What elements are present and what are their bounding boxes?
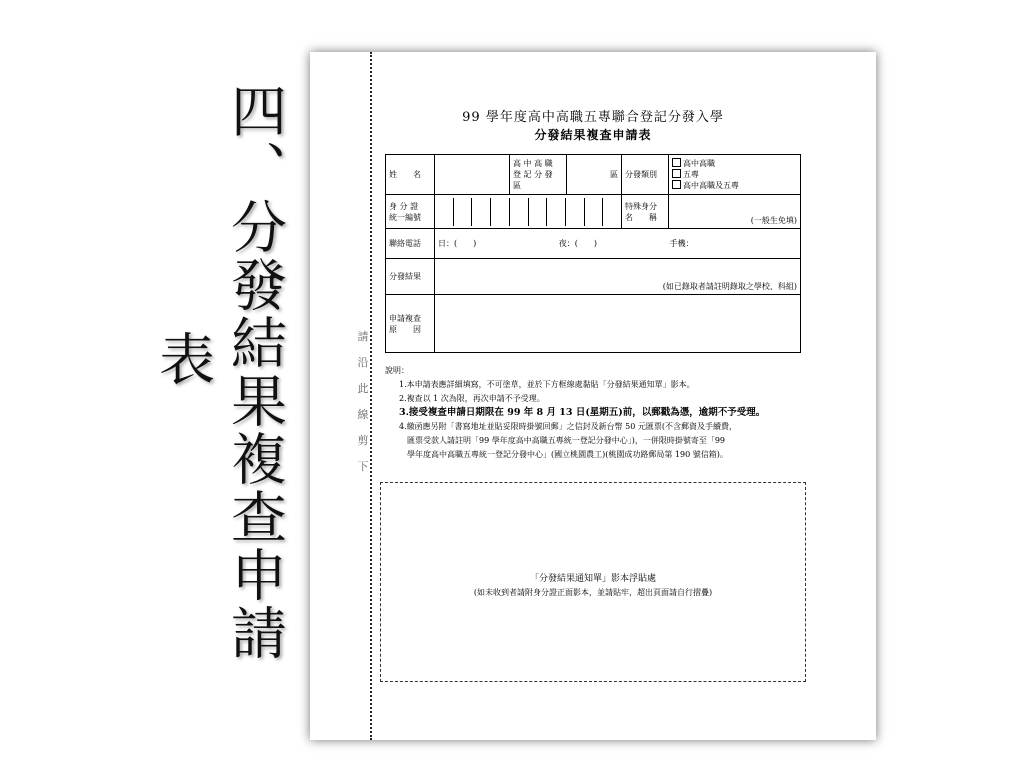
cut-char: 請 [357, 330, 369, 343]
category-options [669, 155, 801, 195]
category-option: 高中高職及五專 [683, 181, 739, 190]
note-item: 3.接受複查申請日期限在 99 年 8 月 13 日(星期五)前，以郵戳為憑，逾期不予受理。 [399, 407, 766, 418]
cut-char: 沿 [357, 356, 369, 369]
phone-fields [435, 229, 801, 259]
form-header-line1: 99 學年度高中高職五專聯合登記分發入學 [462, 110, 724, 125]
slide-title-line2: 表 [150, 330, 215, 388]
name-field [435, 155, 510, 195]
form-header-line2: 分發結果複查申請表 [534, 128, 652, 142]
checkbox-icon [672, 158, 681, 167]
note-item: 2.複查以 1 次為限，再次申請不予受理。 [399, 394, 545, 403]
reason-field [435, 295, 801, 353]
slide-title-line1: 四、分發結果複查申請 [222, 82, 287, 662]
note-item: 4.繳函應另附「書寫地址並貼妥限時掛號回郵」之信封及新台幣 50 元匯票(不含郵資及手續費， [399, 422, 738, 431]
region-field: 區 [567, 155, 622, 195]
result-label: 分發結果 [386, 259, 435, 295]
paste-note: (如未收到者請附身分證正面影本，並請貼牢，超出頁面請自行摺疊) [473, 588, 713, 597]
checkbox-icon [672, 169, 681, 178]
instructions [385, 364, 815, 462]
id-number-boxes [435, 195, 622, 229]
category-option: 高中高職 [683, 159, 715, 168]
note-item: 學年度高中高職五專統一登記分發中心」(國立桃園農工)(桃園成功路郵局第 190 號信箱)。 [407, 450, 728, 459]
paste-title: 「分發結果通知單」影本浮貼處 [529, 574, 656, 584]
phone-night: 夜：( ) [558, 239, 598, 248]
cut-instruction [356, 324, 370, 480]
cut-char: 此 [357, 382, 369, 395]
phone-mobile: 手機： [669, 239, 694, 248]
name-label: 姓 名 [386, 155, 435, 195]
cut-line [370, 52, 372, 740]
region-label: 高 中 高 職 登 記 分 發 區 [510, 155, 567, 195]
paste-area [380, 482, 806, 682]
category-label: 分發類別 [622, 155, 669, 195]
notes-title: 說明： [385, 366, 409, 375]
special-identity-note: (一般生免填) [669, 195, 801, 229]
category-option: 五專 [683, 170, 699, 179]
id-label: 身 分 證 統一編號 [386, 195, 435, 229]
result-note: (如已錄取者請註明錄取之學校、科組) [435, 259, 801, 295]
application-table [385, 154, 801, 353]
note-item: 1.本申請表應詳細填寫，不可塗草，並於下方框線處黏貼「分發結果通知單」影本。 [399, 380, 695, 389]
cut-char: 下 [357, 460, 369, 473]
phone-label: 聯絡電話 [386, 229, 435, 259]
checkbox-icon [672, 180, 681, 189]
note-item: 匯票受款人請註明「99 學年度高中高職五專統一登記分發中心」)，一併限時掛號寄至「99 [407, 436, 726, 445]
form-document-image [310, 52, 876, 740]
reason-label: 申請複查 原 因 [386, 295, 435, 353]
special-identity-label: 特殊身分 名 稱 [622, 195, 669, 229]
cut-char: 剪 [357, 434, 369, 447]
phone-day: 日：( ) [438, 239, 477, 248]
cut-char: 線 [357, 408, 369, 421]
